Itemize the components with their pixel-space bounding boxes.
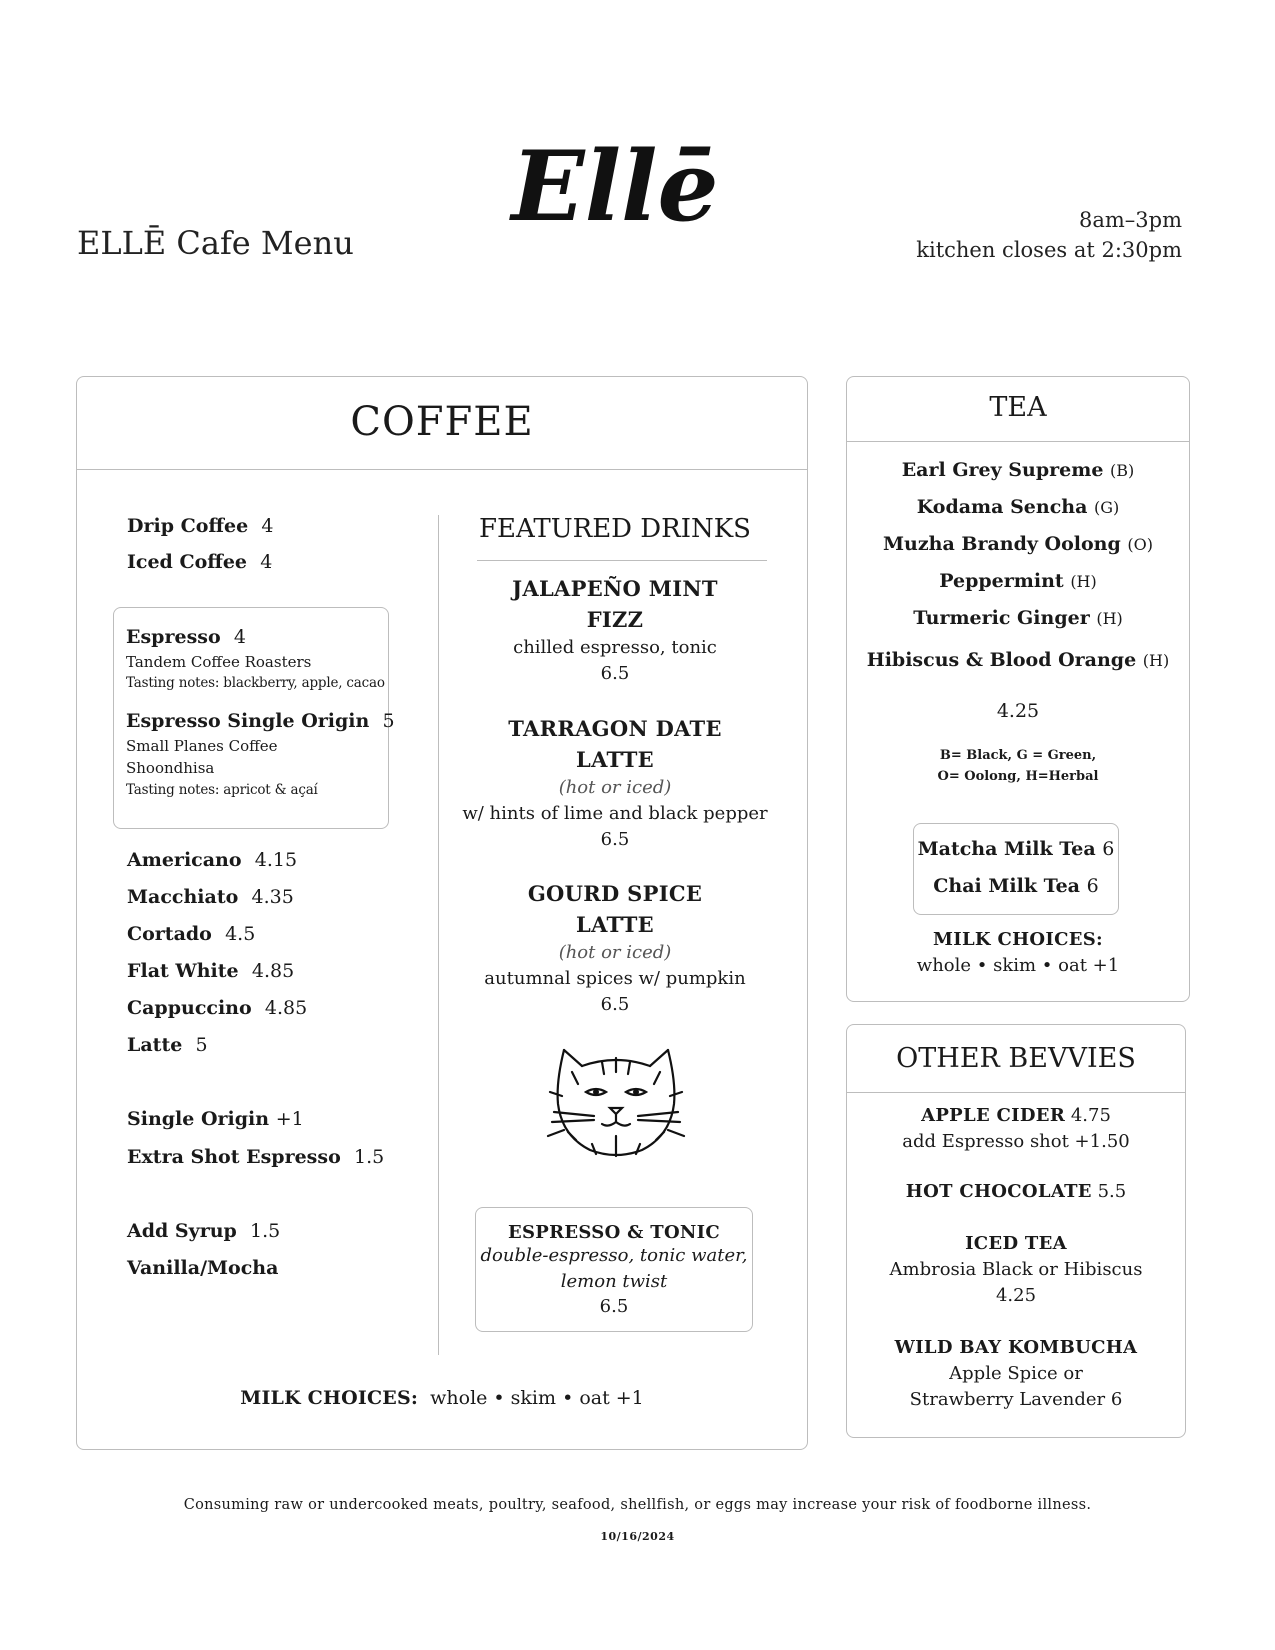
tea-item [847, 649, 1189, 671]
drink-temp: (hot or iced) [558, 777, 672, 798]
menu-item-espresso-single-origin [126, 710, 395, 732]
single-origin-notes: Tasting notes: apricot & açaí [126, 782, 318, 798]
tea-section [846, 376, 1190, 1002]
coffee-milk-choices [77, 1387, 807, 1409]
addon-item [127, 1108, 304, 1130]
menu-item [127, 886, 294, 908]
tea-name: Peppermint [939, 570, 1064, 592]
tea-item [847, 459, 1189, 481]
drink-price: 6.5 [600, 994, 630, 1015]
food-safety-disclaimer: Consuming raw or undercooked meats, poultry, seafood, shellfish, or eggs may increase your risk of foodborne illness. [183, 1497, 1092, 1513]
menu-item [127, 1034, 208, 1056]
menu-item [127, 849, 297, 871]
tea-name: Muzha Brandy Oolong [883, 533, 1121, 555]
featured-drink-gourd [455, 878, 775, 1018]
item-price: 4 [261, 515, 274, 537]
drink-name-line2: LATTE [576, 912, 654, 937]
item-desc-line2: Strawberry Lavender [909, 1389, 1106, 1410]
tea-key-line2: O= Oolong, H=Herbal [937, 769, 1099, 784]
item-price: 6 [1086, 875, 1099, 897]
other-bevvies-heading: OTHER BEVVIES [896, 1043, 1136, 1074]
tea-name: Hibiscus & Blood Orange [866, 649, 1137, 671]
espresso-tonic-desc2: lemon twist [560, 1271, 668, 1292]
item-price: 5 [195, 1034, 208, 1056]
drink-name-line1: GOURD SPICE [527, 881, 703, 906]
item-name: APPLE CIDER [921, 1105, 1066, 1126]
item-price: 4.85 [264, 997, 308, 1019]
tea-type: (H) [1142, 651, 1170, 670]
item-price: 5 [382, 710, 395, 732]
item-price: 6 [1102, 838, 1115, 860]
single-origin-origin: Shoondhisa [126, 759, 215, 777]
item-price: 1.5 [250, 1220, 281, 1242]
drink-name-line1: JALAPEÑO MINT [512, 576, 718, 601]
item-name: Add Syrup [127, 1220, 237, 1242]
menu-item-drip [127, 515, 274, 537]
item-desc: Ambrosia Black or Hibiscus [889, 1259, 1143, 1280]
tea-name: Turmeric Ginger [913, 607, 1090, 629]
tea-item [847, 607, 1189, 629]
elle-logo [495, 120, 735, 255]
tea-key-line1: B= Black, G = Green, [939, 748, 1097, 763]
item-name: Espresso Single Origin [126, 710, 370, 732]
milk-label: MILK CHOICES: [240, 1387, 419, 1409]
item-name: HOT CHOCOLATE [905, 1181, 1092, 1202]
item-price: 4 [260, 551, 273, 573]
tea-type: (G) [1094, 498, 1120, 517]
tea-milk-options: whole • skim • oat +1 [916, 955, 1120, 976]
milk-options: whole • skim • oat +1 [430, 1387, 644, 1409]
item-name: Flat White [127, 960, 239, 982]
other-bevvies-section [846, 1024, 1186, 1438]
menu-item [127, 960, 294, 982]
milk-tea-item [914, 875, 1118, 897]
drink-price: 6.5 [600, 829, 630, 850]
item-price: 4.15 [254, 849, 298, 871]
milk-tea-item [914, 838, 1118, 860]
drink-name-line2: LATTE [576, 747, 654, 772]
tea-name: Earl Grey Supreme [901, 459, 1104, 481]
bevvy-kombucha [847, 1335, 1185, 1413]
opening-hours: 8am–3pm [1078, 208, 1182, 232]
tea-item [847, 496, 1189, 518]
single-origin-roaster: Small Planes Coffee [126, 737, 278, 755]
coffee-heading: COFFEE [350, 399, 534, 445]
item-name: ICED TEA [965, 1233, 1067, 1254]
item-name: Latte [127, 1034, 183, 1056]
drink-name-line2: FIZZ [586, 607, 644, 632]
espresso-roaster: Tandem Coffee Roasters [126, 653, 312, 671]
tea-type: (O) [1127, 535, 1153, 554]
tea-item [847, 533, 1189, 555]
tea-name: Kodama Sencha [916, 496, 1088, 518]
syrup-item [127, 1220, 280, 1242]
menu-item-espresso [126, 626, 246, 648]
menu-item [127, 997, 307, 1019]
tea-type: (B) [1110, 461, 1135, 480]
divider [477, 560, 767, 561]
item-price: 4.25 [995, 1285, 1037, 1306]
drink-desc: w/ hints of lime and black pepper [462, 803, 768, 824]
item-price: 5.5 [1097, 1181, 1127, 1202]
tea-heading: TEA [989, 392, 1047, 423]
item-name: Extra Shot Espresso [127, 1146, 341, 1168]
bevvy-hot-chocolate [847, 1179, 1185, 1205]
menu-date: 10/16/2024 [600, 1530, 675, 1543]
espresso-tonic-desc1: double-espresso, tonic water, [480, 1245, 748, 1266]
item-price: 4.75 [1070, 1105, 1111, 1126]
espresso-notes: Tasting notes: blackberry, apple, cacao [126, 675, 385, 691]
item-price: 4.85 [251, 960, 295, 982]
cider-addon: add Espresso shot +1.50 [902, 1131, 1130, 1152]
kitchen-close: kitchen closes at 2:30pm [916, 238, 1182, 262]
item-name: Espresso [126, 626, 221, 648]
item-name: WILD BAY KOMBUCHA [894, 1337, 1138, 1358]
drink-name-line1: TARRAGON DATE [508, 716, 722, 741]
item-name: Americano [127, 849, 242, 871]
menu-item-iced [127, 551, 272, 573]
espresso-tonic-box [475, 1207, 753, 1332]
item-desc-line1: Apple Spice or [949, 1363, 1083, 1384]
featured-drink-jalapeno [455, 573, 775, 687]
featured-heading: FEATURED DRINKS [479, 514, 751, 544]
item-price: 6 [1110, 1389, 1123, 1410]
espresso-tonic-price: 6.5 [599, 1296, 629, 1317]
item-name: Matcha Milk Tea [917, 838, 1096, 860]
item-price: 4.5 [225, 923, 256, 945]
item-price: 4 [233, 626, 246, 648]
item-name: Single Origin [127, 1108, 270, 1130]
item-name: Macchiato [127, 886, 239, 908]
menu-item [127, 923, 255, 945]
tea-milk-label: MILK CHOICES: [933, 929, 1103, 950]
tea-key [847, 745, 1189, 787]
featured-drink-tarragon [455, 713, 775, 853]
tea-item [847, 570, 1189, 592]
bevvy-apple-cider [847, 1103, 1185, 1155]
tea-type: (H) [1096, 609, 1123, 628]
drink-temp: (hot or iced) [558, 942, 672, 963]
espresso-box [113, 607, 395, 829]
divider [847, 441, 1189, 442]
item-name: Cappuccino [127, 997, 252, 1019]
logo-text: Ellē [511, 130, 719, 243]
column-divider [438, 515, 439, 1355]
bevvy-iced-tea [847, 1231, 1185, 1309]
item-price: 1.5 [353, 1146, 385, 1168]
drink-desc: chilled espresso, tonic [513, 637, 717, 658]
addon-item [127, 1146, 384, 1168]
tea-type: (H) [1070, 572, 1097, 591]
item-price: +1 [275, 1108, 304, 1130]
item-name: Iced Coffee [127, 551, 248, 573]
item-name: Drip Coffee [127, 515, 249, 537]
item-name: Chai Milk Tea [933, 875, 1080, 897]
divider [77, 469, 807, 470]
espresso-tonic-name: ESPRESSO & TONIC [507, 1222, 721, 1243]
menu-title: ELLĒ Cafe Menu [77, 224, 354, 262]
drink-price: 6.5 [600, 663, 630, 684]
divider [847, 1092, 1185, 1093]
coffee-section [76, 376, 808, 1450]
syrup-flavors: Vanilla/Mocha [127, 1257, 279, 1279]
tea-price: 4.25 [996, 700, 1040, 722]
cat-illustration [542, 1032, 690, 1160]
hours-block [916, 205, 1182, 265]
item-name: Cortado [127, 923, 212, 945]
item-price: 4.35 [251, 886, 294, 908]
milk-tea-box [913, 823, 1119, 915]
drink-desc: autumnal spices w/ pumpkin [484, 968, 746, 989]
